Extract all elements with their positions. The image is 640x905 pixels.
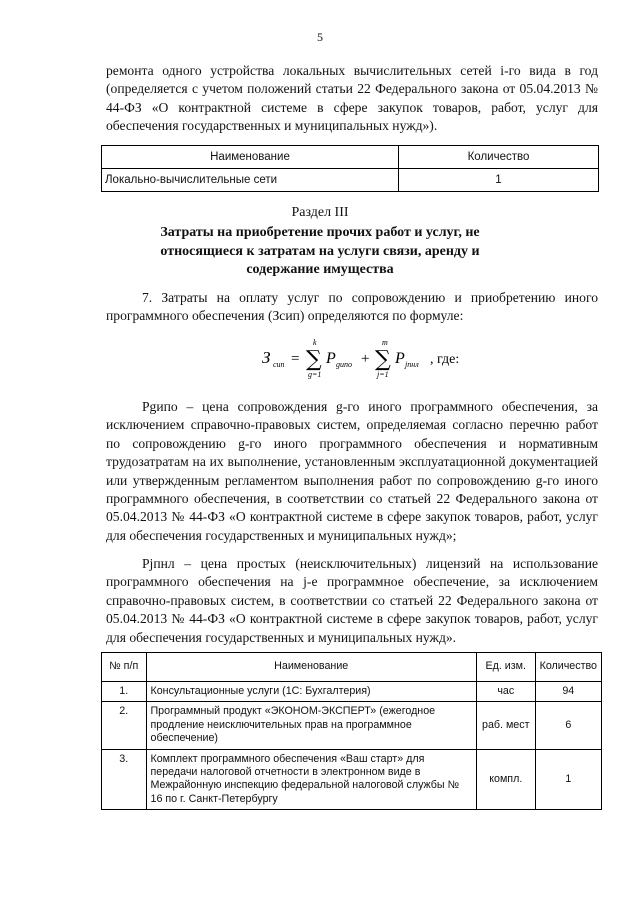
section-heading: Раздел III	[291, 205, 349, 220]
svg-text:gипо: gипо	[336, 360, 352, 369]
row-number: 2.	[102, 702, 147, 749]
row-number: 3.	[102, 749, 147, 810]
row-name: Комплект программного обеспечения «Ваш старт» для передачи налоговой отчетности в электронном виде в Межрайонную инспекцию федеральной налоговой службы № 16 по г. Санкт-Петербургу	[146, 749, 476, 810]
intro-paragraph: ремонта одного устройства локальных вычислительных сетей i-го вида в год (определяется с учетом положений статьи 22 Федерального закона от 05.04.2013 № 44-ФЗ «О контрактной системе в сфере закупок товаров, работ, услуг для обеспечения государственных и муниципальных нужд»).	[106, 63, 598, 134]
row-number: 1.	[102, 682, 147, 702]
svg-text:∑: ∑	[375, 347, 391, 372]
svg-text:P: P	[395, 350, 405, 367]
network-table	[101, 145, 599, 192]
cost-formula	[258, 335, 498, 383]
row-quantity: 6	[535, 702, 601, 749]
table-row	[102, 749, 602, 810]
row-name: Консультационные услуги (1С: Бухгалтерия)	[146, 682, 476, 702]
svg-text:P: P	[326, 350, 336, 367]
svg-text:+: +	[361, 351, 370, 367]
table-header-cell: Количество	[399, 146, 599, 169]
svg-text:=: =	[291, 351, 300, 367]
definition-gipo: Pgипо – цена сопровождения g-го иного программного обеспечения, за исключением справочно-правовых систем, определяемая согласно перечню работ по сопровождению g-го иного программного обеспечения и нормативным трудозатратам на их выполнение, установленным эксплуатационной документацией или утвержденным регламентом выполнения работ по сопровождению g-го иного программного обеспечения, в соответствии со статьей 22 Федерального закона от 05.04.2013 № 44-ФЗ «О контрактной системе в сфере закупок товаров, работ, услуг для обеспечения государственных и муниципальных нужд»;	[106, 399, 598, 543]
paragraph-7: 7. Затраты на оплату услуг по сопровождению и приобретению иного программного обеспечения (Зсип) определяются по формуле:	[106, 290, 598, 324]
table-header-cell: Наименование	[102, 146, 399, 169]
table-header-row	[102, 146, 599, 169]
svg-text:З: З	[262, 348, 271, 367]
table-header-cell: № п/п	[102, 653, 147, 682]
row-quantity: 94	[535, 682, 601, 702]
row-unit: раб. мест	[476, 702, 535, 749]
table-row	[102, 169, 599, 192]
svg-text:j=1: j=1	[377, 370, 389, 379]
svg-text:m: m	[382, 338, 388, 347]
svg-text:∑: ∑	[306, 347, 322, 372]
row-name: Программный продукт «ЭКОНОМ-ЭКСПЕРТ» (ежегодное продление неисключительных прав на программное обеспечение)	[146, 702, 476, 749]
table-row	[102, 682, 602, 702]
svg-text:, где:: , где:	[430, 352, 460, 367]
section-title: Затраты на приобретение прочих работ и услуг, не относящиеся к затратам на услуги связи, аренду и содержание имущества	[160, 225, 480, 278]
row-unit: компл.	[476, 749, 535, 810]
definition-jpnl: Pjпнл – цена простых (неисключительных) лицензий на использование программного обеспечения на j-е программное обеспечение, за исключением справочно-правовых систем, в соответствии со статьей 22 Федерального закона от 05.04.2013 № 44-ФЗ «О контрактной системе в сфере закупок товаров, работ, услуг для обеспечения государственных и муниципальных нужд».	[106, 556, 598, 645]
row-quantity: 1	[535, 749, 601, 810]
table-cell: Локально-вычислительные сети	[102, 169, 399, 192]
svg-text:jпнл: jпнл	[405, 360, 419, 369]
table-header-row	[102, 653, 602, 682]
svg-text:сип: сип	[273, 360, 285, 369]
page-number: 5	[317, 30, 323, 44]
row-unit: час	[476, 682, 535, 702]
svg-text:k: k	[313, 338, 317, 347]
table-header-cell: Ед. изм.	[476, 653, 535, 682]
table-header-cell: Наименование	[146, 653, 476, 682]
table-row	[102, 702, 602, 749]
table-header-cell: Количество	[535, 653, 601, 682]
software-table	[101, 652, 602, 810]
table-cell: 1	[399, 169, 599, 192]
svg-text:g=1: g=1	[308, 370, 322, 379]
